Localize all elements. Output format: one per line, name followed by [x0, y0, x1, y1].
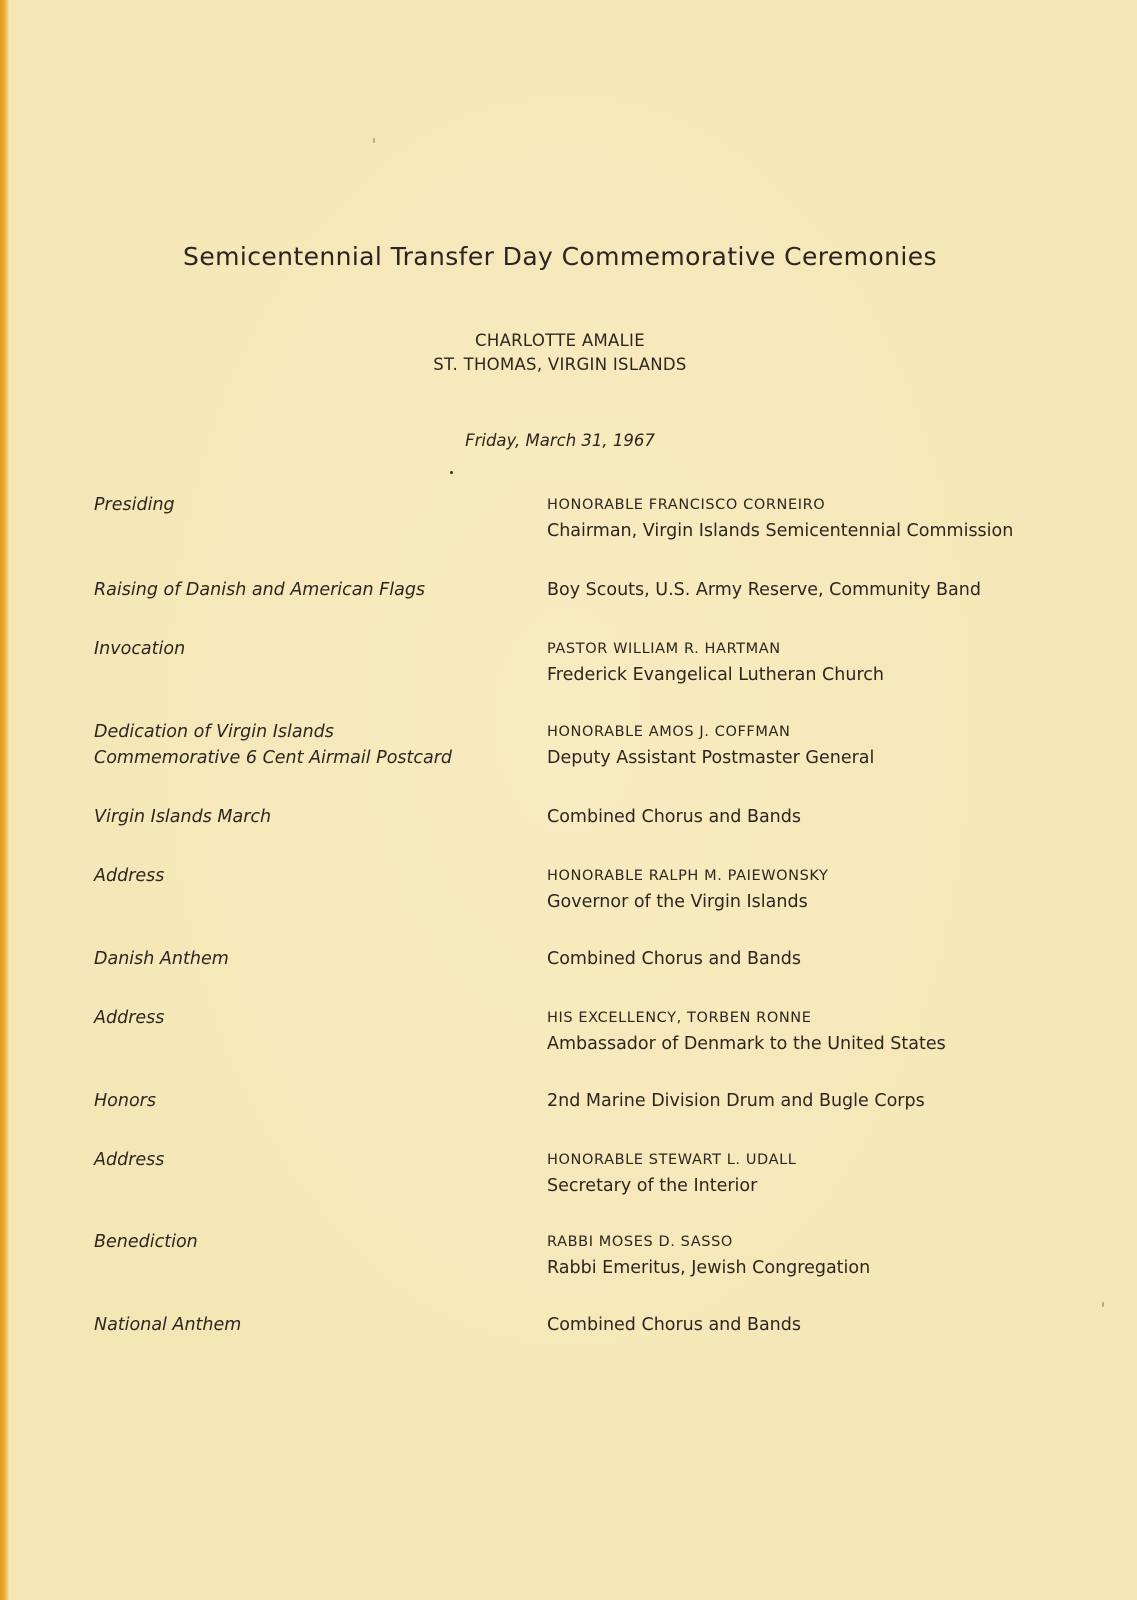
program-event — [94, 636, 514, 662]
participant-description: Frederick Evangelical Lutheran Church — [547, 665, 884, 685]
participant-description: Ambassador of Denmark to the United States — [547, 1034, 946, 1054]
program-participant — [547, 1088, 1127, 1114]
program-participant — [547, 492, 1127, 544]
program-event-line: Dedication of Virgin Islands — [94, 722, 334, 742]
program-participant — [547, 946, 1127, 972]
participant-description: Combined Chorus and Bands — [547, 807, 801, 827]
program-event-line: Address — [94, 866, 165, 886]
participant-name: HONORABLE FRANCISCO CORNEIRO — [547, 497, 826, 513]
program-event — [94, 1312, 514, 1338]
program-event — [94, 804, 514, 830]
document-title: Semicentennial Transfer Day Commemorative Ceremonies — [183, 242, 937, 271]
participant-description: Rabbi Emeritus, Jewish Congregation — [547, 1258, 871, 1278]
page-edge-binding — [0, 0, 9, 1600]
program-participant — [547, 719, 1127, 771]
participant-name: HIS EXCELLENCY, TORBEN RONNE — [547, 1010, 812, 1026]
program-event-line: Presiding — [94, 495, 175, 515]
participant-description: Boy Scouts, U.S. Army Reserve, Community Band — [547, 580, 981, 600]
program-event — [94, 492, 514, 518]
participant-name: HONORABLE STEWART L. UDALL — [547, 1152, 797, 1168]
program-event — [94, 577, 514, 603]
program-event-line: Honors — [94, 1091, 156, 1111]
participant-name: RABBI MOSES D. SASSO — [547, 1234, 733, 1250]
participant-description: Combined Chorus and Bands — [547, 1315, 801, 1335]
participant-name: HONORABLE RALPH M. PAIEWONSKY — [547, 868, 829, 884]
program-participant — [547, 577, 1127, 603]
program-participant — [547, 1147, 1127, 1199]
program-event — [94, 1005, 514, 1031]
participant-name: HONORABLE AMOS J. COFFMAN — [547, 724, 791, 740]
paper-speck — [1102, 1302, 1104, 1307]
participant-description: Chairman, Virgin Islands Semicentennial Commission — [547, 521, 1014, 541]
ceremony-date: Friday, March 31, 1967 — [465, 431, 655, 450]
program-participant — [547, 863, 1127, 915]
program-participant — [547, 636, 1127, 688]
program-participant — [547, 1005, 1127, 1057]
participant-description: Secretary of the Interior — [547, 1176, 758, 1196]
separator-dot — [450, 471, 453, 474]
program-event-line: Commemorative 6 Cent Airmail Postcard — [94, 748, 453, 768]
participant-description: Deputy Assistant Postmaster General — [547, 748, 875, 768]
paper-speck — [373, 138, 375, 143]
program-event — [94, 719, 514, 771]
program-event-line: Virgin Islands March — [94, 807, 272, 827]
program-event-line: Address — [94, 1150, 165, 1170]
place-line-city: CHARLOTTE AMALIE — [475, 331, 645, 350]
participant-description: Governor of the Virgin Islands — [547, 892, 808, 912]
place-line-island: ST. THOMAS, VIRGIN ISLANDS — [433, 355, 687, 374]
program-event-line: Benediction — [94, 1232, 198, 1252]
participant-description: 2nd Marine Division Drum and Bugle Corps — [547, 1091, 925, 1111]
program-event-line: Danish Anthem — [94, 949, 229, 969]
program-event — [94, 946, 514, 972]
program-participant — [547, 804, 1127, 830]
participant-name: PASTOR WILLIAM R. HARTMAN — [547, 641, 781, 657]
participant-description: Combined Chorus and Bands — [547, 949, 801, 969]
program-participant — [547, 1312, 1127, 1338]
program-event-line: Invocation — [94, 639, 186, 659]
program-event — [94, 1088, 514, 1114]
program-event — [94, 1147, 514, 1173]
program-event-line: Raising of Danish and American Flags — [94, 580, 426, 600]
program-event — [94, 863, 514, 889]
program-event — [94, 1229, 514, 1255]
program-event-line: Address — [94, 1008, 165, 1028]
program-event-line: National Anthem — [94, 1315, 242, 1335]
program-participant — [547, 1229, 1127, 1281]
